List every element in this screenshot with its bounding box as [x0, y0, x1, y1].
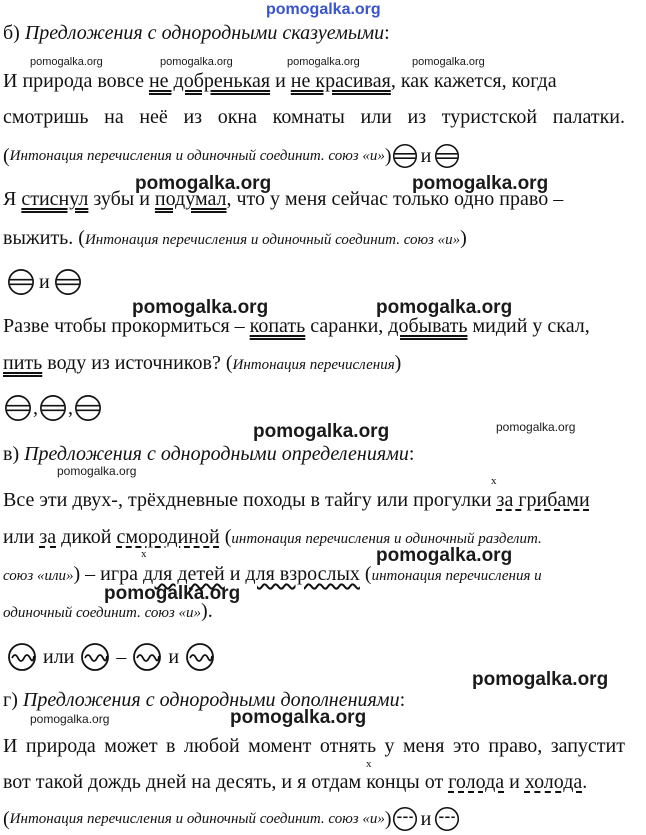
- section-v-line-3: союз «или») – игра для детей и для взрослых (интонация перечисления и: [3, 563, 542, 585]
- mark-x: х: [141, 548, 147, 560]
- sentence-2-line-1: Я стиснул зубы и подумал, что у меня сейчас только одно право –: [3, 188, 564, 210]
- watermark: pomogalka.org: [104, 583, 241, 604]
- watermark: pomogalka.org: [57, 464, 137, 478]
- watermark: pomogalka.org: [132, 297, 269, 318]
- predicate-scheme-icon: [434, 143, 460, 169]
- predicate-scheme-icon: [74, 394, 102, 422]
- watermark: pomogalka.org: [30, 712, 110, 726]
- predicate-scheme-icon: [4, 394, 32, 422]
- predicate-2: не красивая: [290, 70, 391, 92]
- watermark: pomogalka.org: [30, 56, 103, 68]
- object-scheme-icon: [392, 806, 418, 832]
- section-v-scheme: или – и: [7, 642, 215, 672]
- predicate-scheme-icon: [392, 143, 418, 169]
- attribute-scheme-icon: [185, 642, 215, 672]
- watermark: pomogalka.org: [160, 56, 233, 68]
- section-g-line-3: ( Интонация перечисления и одиночный соединит. союз «и» ) и: [3, 806, 460, 832]
- section-b-heading: б) Предложения с однородными сказуемыми:: [3, 22, 390, 44]
- predicate-1: не добренькая: [148, 70, 271, 92]
- predicate-scheme-icon: [39, 394, 67, 422]
- watermark: pomogalka.org: [287, 56, 360, 68]
- watermark: pomogalka.org: [376, 545, 513, 566]
- sentence-3-line-1: Разве чтобы прокормиться – копать саранки, добывать мидий у скал,: [3, 315, 590, 337]
- watermark: pomogalka.org: [135, 173, 272, 194]
- sentence-1-line-1: И природа вовсе не добренькая и не красивая, как кажется, когда: [3, 70, 557, 92]
- sentence-1-line-3: ( Интонация перечисления и одиночный соединит. союз «и» ) и: [3, 143, 460, 169]
- attribute-scheme-icon: [7, 642, 37, 672]
- section-v-line-4: одиночный соединит. союз «и»).: [3, 600, 213, 622]
- mark-x: х: [366, 758, 372, 770]
- section-v-heading: в) Предложения с однородными определениями:: [3, 443, 415, 465]
- attribute-scheme-icon: [80, 642, 110, 672]
- watermark: pomogalka.org: [412, 56, 485, 68]
- mark-x: х: [491, 475, 497, 487]
- watermark: pomogalka.org: [230, 707, 367, 728]
- section-v-line-1: Все эти двух-, трёхдневные походы в тайгу или прогулки за грибами: [3, 489, 590, 511]
- section-g-heading: г) Предложения с однородными дополнениями:: [3, 689, 406, 711]
- watermark: pomogalka.org: [376, 297, 513, 318]
- attribute-scheme-icon: [132, 642, 162, 672]
- predicate-scheme-icon: [54, 268, 82, 296]
- watermark-top: pomogalka.org: [266, 1, 381, 18]
- watermark: pomogalka.org: [412, 173, 549, 194]
- sentence-2-line-2: выжить. (Интонация перечисления и одиночный соединит. союз «и»): [3, 227, 467, 249]
- watermark: pomogalka.org: [253, 421, 390, 442]
- predicate-scheme-icon: [7, 268, 35, 296]
- section-g-line-1: И природа может в любой момент отнять у меня это право, запустит: [3, 735, 625, 757]
- watermark: pomogalka.org: [496, 420, 576, 434]
- section-v-line-2: или за дикой смородиной (интонация перечисления и одиночный разделит.: [3, 526, 542, 548]
- watermark: pomogalka.org: [472, 669, 609, 690]
- sentence-1-line-2: смотришь на неё из окна комнаты или из туристской палатки.: [3, 106, 625, 128]
- object-scheme-icon: [434, 806, 460, 832]
- section-g-line-2: вот такой дождь дней на десять, и я отдам концы от голода и холода.: [3, 771, 588, 793]
- sentence-2-scheme: и: [7, 268, 82, 296]
- sentence-3-scheme: , ,: [4, 394, 102, 422]
- sentence-3-line-2: пить воду из источников? (Интонация перечисления): [3, 352, 402, 374]
